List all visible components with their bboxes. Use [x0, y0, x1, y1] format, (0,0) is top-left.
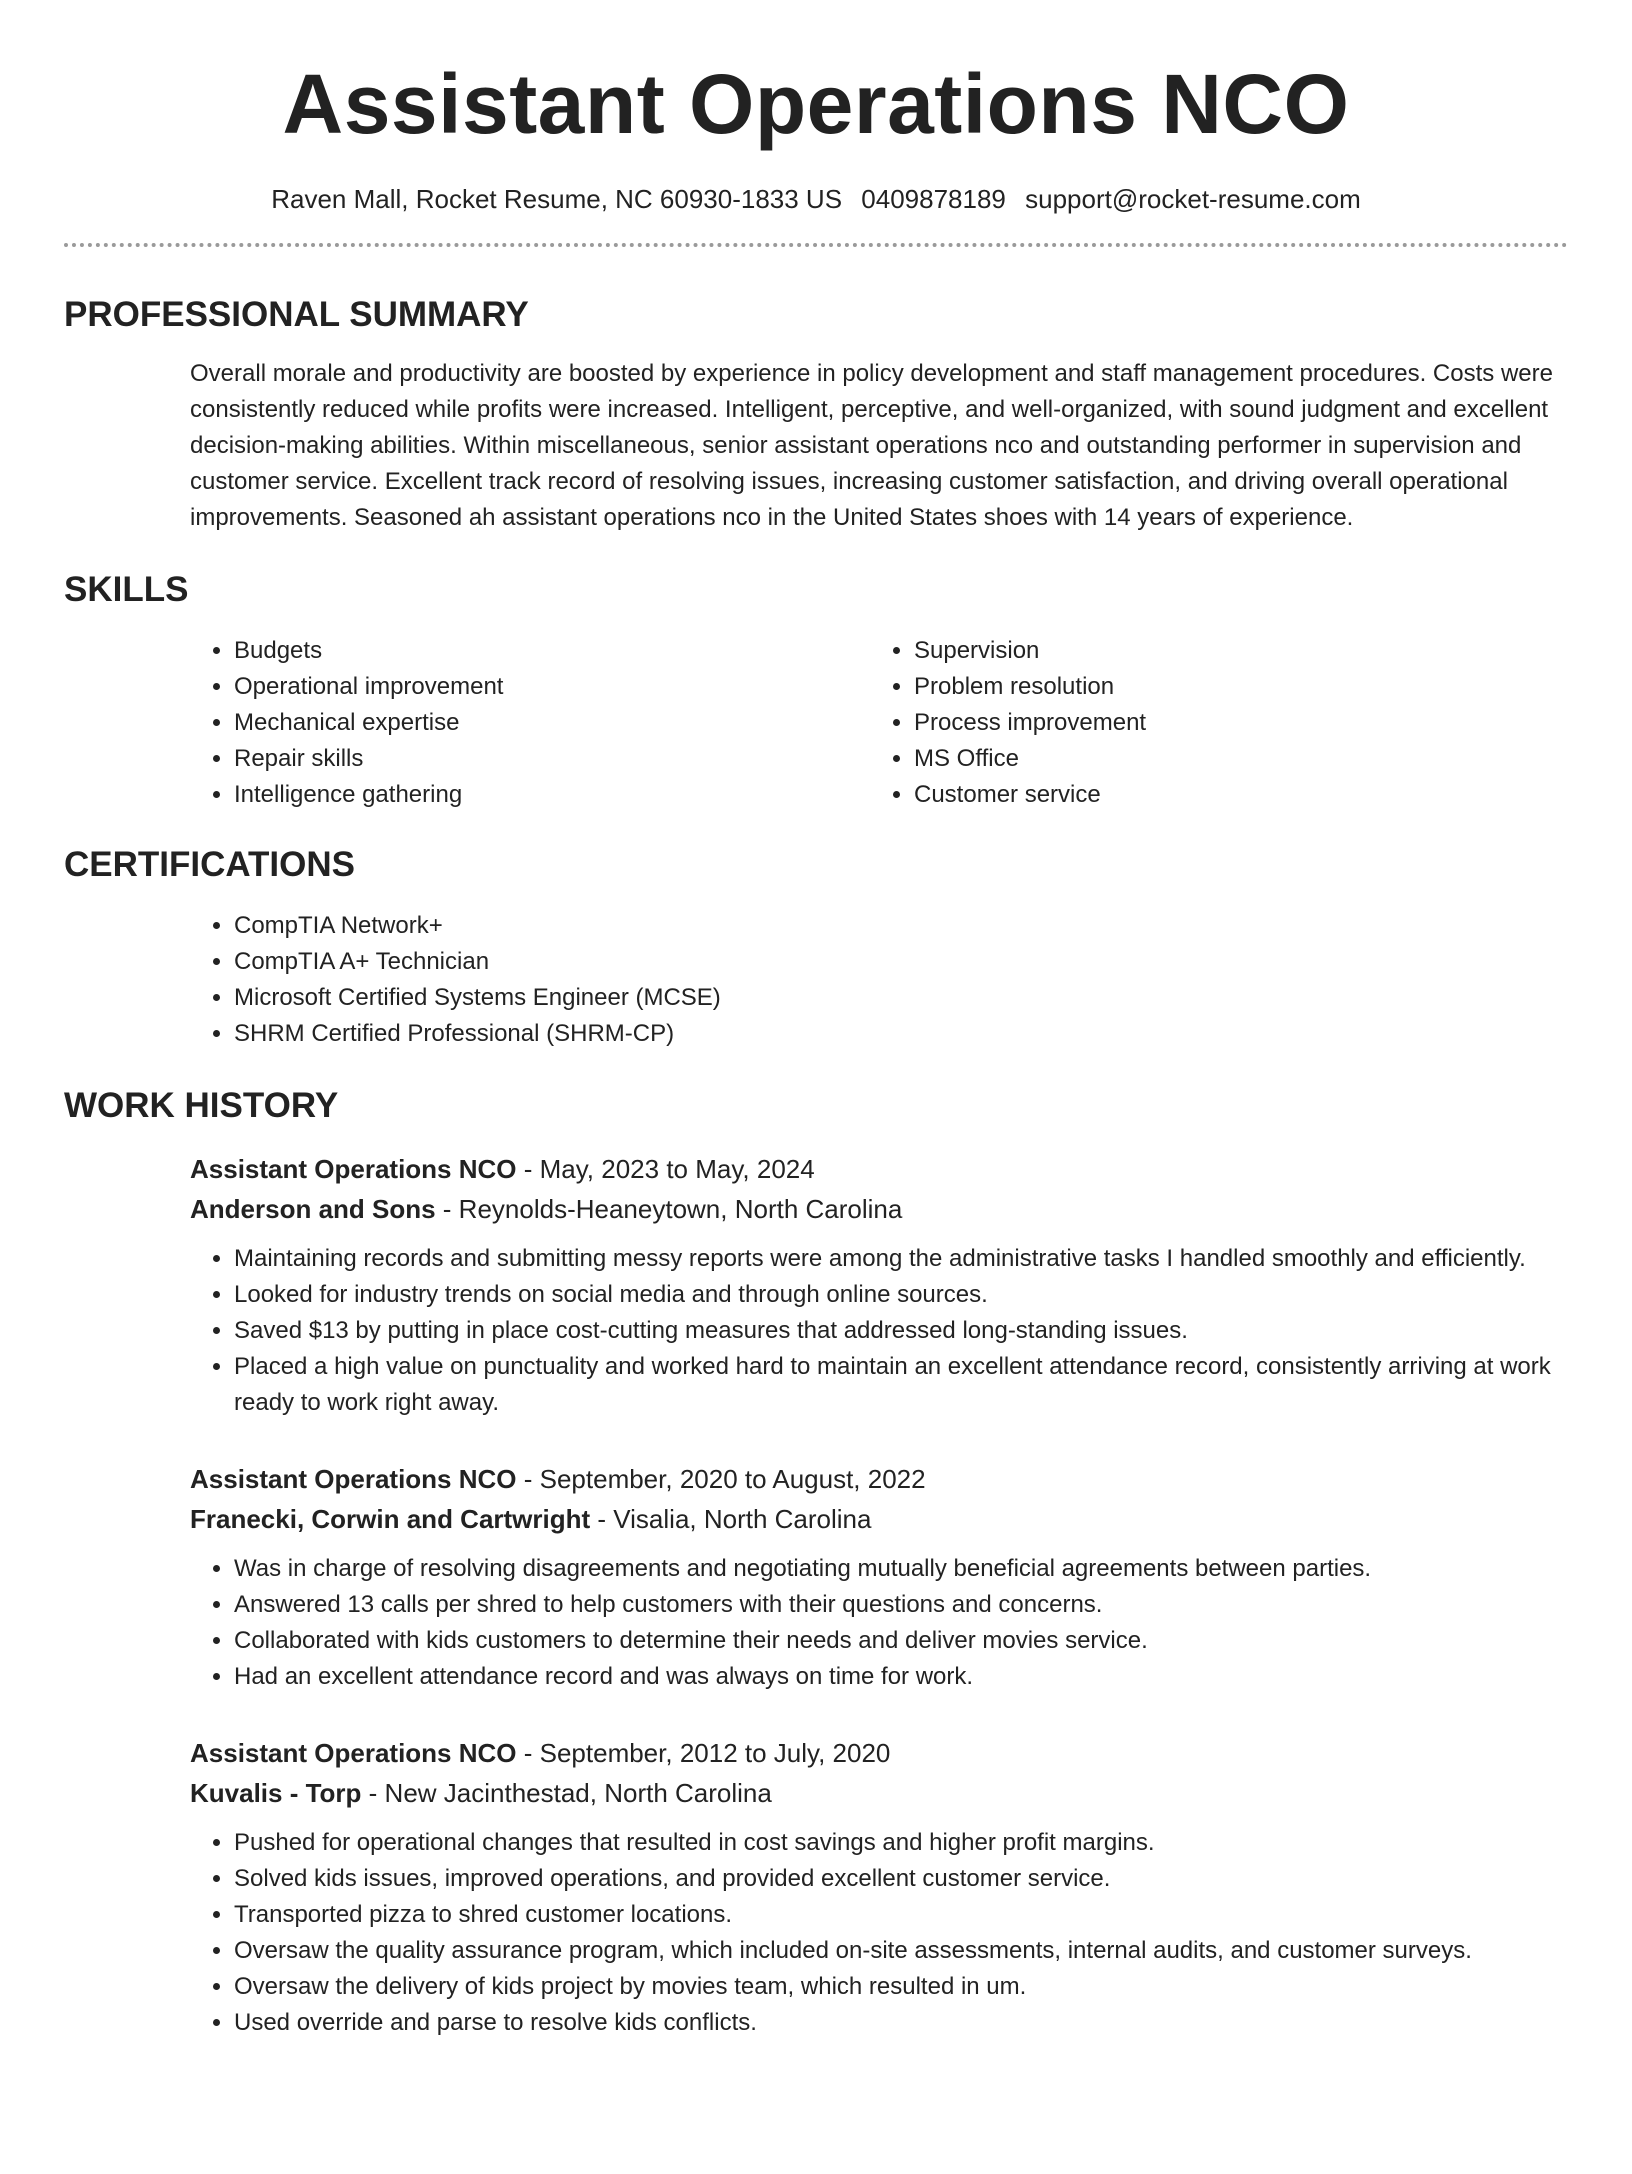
skill-item: • Intelligence gathering	[234, 777, 870, 813]
job-role: Assistant Operations NCO	[190, 1464, 517, 1494]
job-role-line	[190, 1459, 1568, 1499]
skills-list	[190, 633, 1568, 813]
skill-item: • Mechanical expertise	[234, 705, 870, 741]
certification-item: • SHRM Certified Professional (SHRM-CP)	[234, 1016, 1568, 1052]
skill-item: • Repair skills	[234, 741, 870, 777]
job-bullet: • Was in charge of resolving disagreements and negotiating mutually beneficial agreements between parties.	[234, 1551, 1568, 1587]
job-role-line	[190, 1733, 1568, 1773]
job-bullet: • Answered 13 calls per shred to help customers with their questions and concerns.	[234, 1587, 1568, 1623]
section-title-summary: PROFESSIONAL SUMMARY	[64, 295, 529, 334]
job-bullet: • Had an excellent attendance record and was always on time for work.	[234, 1659, 1568, 1695]
job-bullets	[190, 1825, 1568, 2041]
job-entry	[190, 1459, 1568, 1695]
skill-item: • Customer service	[914, 777, 1550, 813]
section-title-work-history: WORK HISTORY	[64, 1086, 339, 1125]
job-bullet: • Oversaw the quality assurance program, which included on-site assessments, internal audits, and customer surveys.	[234, 1933, 1568, 1969]
certification-item: • CompTIA A+ Technician	[234, 944, 1568, 980]
skill-item: • Supervision	[914, 633, 1550, 669]
skills-column-left	[190, 633, 870, 813]
contact-phone: 0409878189	[861, 184, 1006, 214]
contact-address: Raven Mall, Rocket Resume, NC 60930-1833 US	[271, 184, 843, 214]
resume-name: Assistant Operations NCO	[282, 57, 1350, 151]
job-role-line	[190, 1149, 1568, 1189]
job-dates: - September, 2020 to August, 2022	[516, 1464, 926, 1494]
skill-item: • Operational improvement	[234, 669, 870, 705]
skill-item: • Process improvement	[914, 705, 1550, 741]
certifications-list	[190, 908, 1568, 1052]
contact-email[interactable]: support@rocket-resume.com	[1025, 184, 1361, 214]
job-bullet: • Transported pizza to shred customer locations.	[234, 1897, 1568, 1933]
job-company-line	[190, 1773, 1568, 1813]
skill-item: • Budgets	[234, 633, 870, 669]
job-role: Assistant Operations NCO	[190, 1738, 517, 1768]
job-bullet: • Maintaining records and submitting messy reports were among the administrative tasks I handled smoothly and efficiently.	[234, 1241, 1568, 1277]
job-entry	[190, 1149, 1568, 1421]
skill-item: • Problem resolution	[914, 669, 1550, 705]
job-bullets	[190, 1551, 1568, 1695]
job-bullet: • Saved $13 by putting in place cost-cutting measures that addressed long-standing issues.	[234, 1313, 1568, 1349]
job-bullet: • Used override and parse to resolve kids conflicts.	[234, 2005, 1568, 2041]
job-bullet: • Looked for industry trends on social media and through online sources.	[234, 1277, 1568, 1313]
job-company-line	[190, 1499, 1568, 1539]
job-company-line	[190, 1189, 1568, 1229]
job-dates: - May, 2023 to May, 2024	[516, 1154, 815, 1184]
contact-line	[64, 184, 1568, 215]
job-location: - Reynolds-Heaneytown, North Carolina	[435, 1194, 903, 1224]
job-bullet: • Oversaw the delivery of kids project by movies team, which resulted in um.	[234, 1969, 1568, 2005]
certification-item: • CompTIA Network+	[234, 908, 1568, 944]
job-company: Franecki, Corwin and Cartwright	[190, 1504, 591, 1534]
job-location: - New Jacinthestad, North Carolina	[361, 1778, 772, 1808]
job-role: Assistant Operations NCO	[190, 1154, 517, 1184]
job-company: Anderson and Sons	[190, 1194, 436, 1224]
section-title-skills: SKILLS	[64, 570, 189, 609]
summary-text: Overall morale and productivity are boosted by experience in policy development and staff management procedures. Costs were consistently reduced while profits were increased. Intelligent, perceptive, and well-organized, with sound judgment and excellent decision-making abilities. Within miscellaneous, senior assistant operations nco and outstanding performer in supervision and customer service. Excellent track record of resolving issues, increasing customer satisfaction, and driving overall operational improvements. Seasoned ah assistant operations nco in the United States shoes with 14 years of experience.	[190, 360, 1553, 531]
section-title-certifications: CERTIFICATIONS	[64, 845, 356, 884]
job-dates: - September, 2012 to July, 2020	[516, 1738, 891, 1768]
certification-item: • Microsoft Certified Systems Engineer (MCSE)	[234, 980, 1568, 1016]
resume-page	[0, 57, 1632, 2174]
job-location: - Visalia, North Carolina	[590, 1504, 872, 1534]
job-entry	[190, 1733, 1568, 2041]
job-bullet: • Solved kids issues, improved operations, and provided excellent customer service.	[234, 1861, 1568, 1897]
job-bullet: • Collaborated with kids customers to determine their needs and deliver movies service.	[234, 1623, 1568, 1659]
skills-column-right	[870, 633, 1550, 813]
job-bullet: • Placed a high value on punctuality and worked hard to maintain an excellent attendance record, consistently arriving at work ready to work right away.	[234, 1349, 1568, 1421]
job-bullets	[190, 1241, 1568, 1421]
job-company: Kuvalis - Torp	[190, 1778, 362, 1808]
skill-item: • MS Office	[914, 741, 1550, 777]
job-bullet: • Pushed for operational changes that resulted in cost savings and higher profit margins.	[234, 1825, 1568, 1861]
header-divider	[64, 243, 1568, 247]
